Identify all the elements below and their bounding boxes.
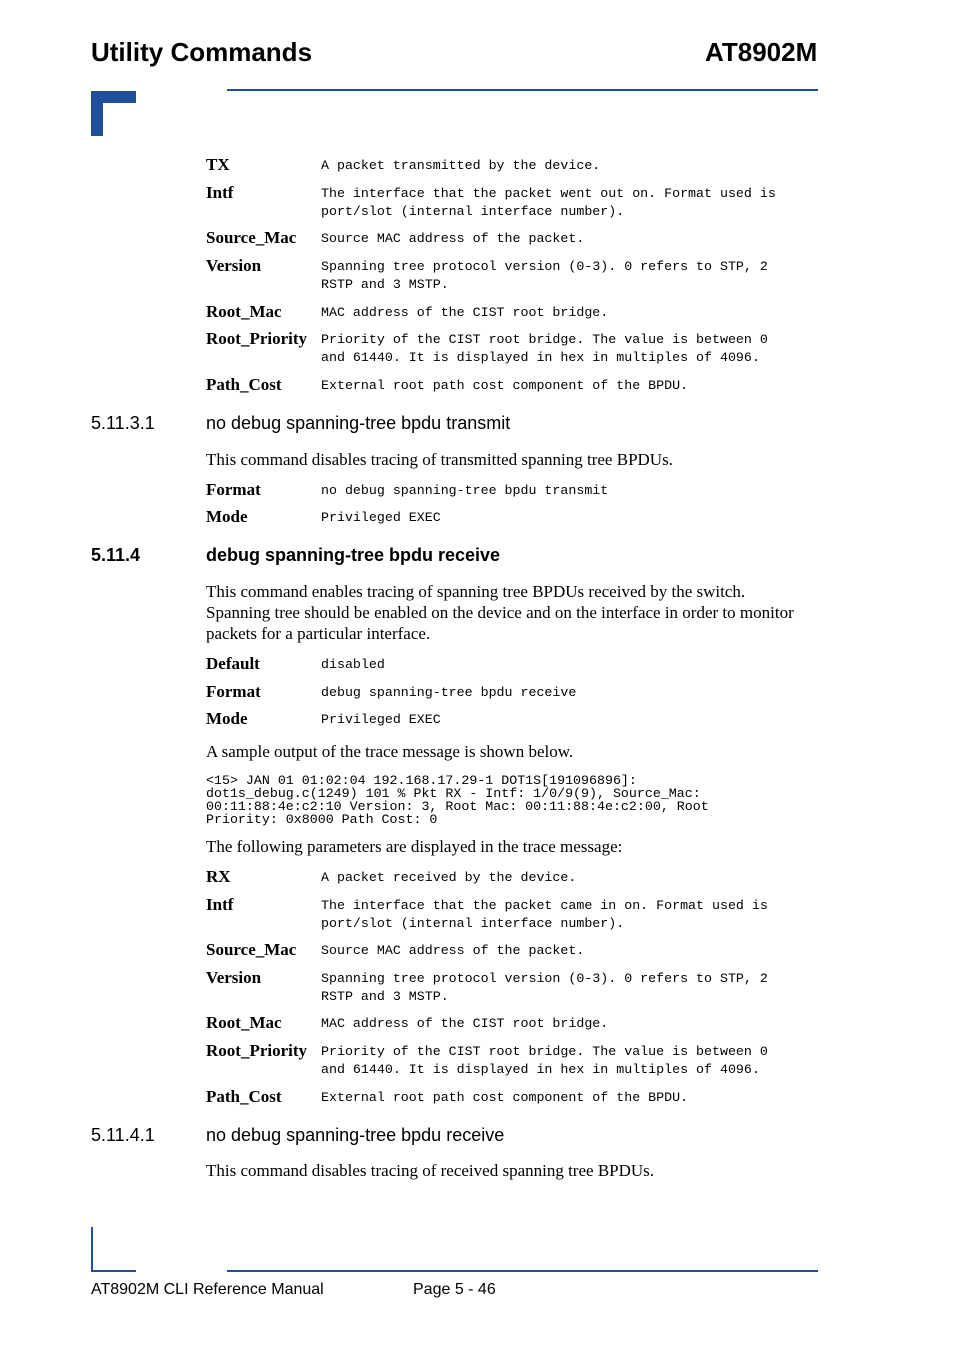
section-paragraph: This command enables tracing of spanning tree BPDUs received by the switch. Spanning tree should be enabled on the device and on the interface in order to monitor packets for a particular interface. [206, 582, 794, 643]
param-term: Intf [206, 183, 234, 202]
param-term: Root_Mac [206, 302, 282, 321]
params-intro: The following parameters are displayed in the trace message: [206, 837, 623, 856]
format-term: Format [206, 682, 261, 701]
format-value: no debug spanning-tree bpdu transmit [321, 483, 609, 498]
mode-term: Mode [206, 709, 248, 728]
param-desc: The interface that the packet went out on. Format used is port/slot (internal interface number). [321, 186, 776, 219]
param-desc: Priority of the CIST root bridge. The value is between 0 and 61440. It is displayed in hex in multiples of 4096. [321, 1044, 768, 1077]
sample-trace-output: <15> JAN 01 01:02:04 192.168.17.29-1 DOT1S[191096896]: dot1s_debug.c(1249) 101 % Pkt RX - Intf: 1/0/9(9), Source_Mac: 00:11:88:4e:c2:10 Version: 3, Root Mac: 00:11:88:4e:c2:00, Root Priority: 0x8000 Path Cost: 0 [206, 773, 709, 827]
section-paragraph: This command disables tracing of received spanning tree BPDUs. [206, 1161, 655, 1180]
param-desc: A packet received by the device. [321, 870, 577, 885]
param-desc: Source MAC address of the packet. [321, 943, 585, 958]
footer-rule [227, 1270, 818, 1272]
param-desc: Source MAC address of the packet. [321, 231, 585, 246]
param-term: Source_Mac [206, 940, 297, 959]
section-title: no debug spanning-tree bpdu receive [206, 1125, 505, 1145]
footer-manual-title: AT8902M CLI Reference Manual [91, 1281, 324, 1298]
param-term: Version [206, 256, 262, 275]
footer-bracket [91, 1227, 93, 1272]
param-desc: A packet transmitted by the device. [321, 158, 601, 173]
param-term: TX [206, 155, 230, 174]
corner-logo-mark-vertical [91, 91, 103, 136]
mode-value: Privileged EXEC [321, 510, 441, 525]
default-term: Default [206, 654, 260, 673]
format-value: debug spanning-tree bpdu receive [321, 685, 577, 700]
section-number: 5.11.3.1 [91, 413, 155, 433]
header-product: AT8902M [705, 37, 818, 67]
param-desc: Spanning tree protocol version (0-3). 0 refers to STP, 2 RSTP and 3 MSTP. [321, 259, 768, 292]
param-term: Root_Priority [206, 329, 308, 348]
format-term: Format [206, 480, 261, 499]
section-number: 5.11.4.1 [91, 1125, 155, 1145]
param-desc: External root path cost component of the BPDU. [321, 378, 689, 393]
param-desc: The interface that the packet came in on. Format used is port/slot (internal interface number). [321, 898, 768, 931]
param-term: Path_Cost [206, 1087, 282, 1106]
section-title: no debug spanning-tree bpdu transmit [206, 413, 511, 433]
param-desc: Spanning tree protocol version (0-3). 0 refers to STP, 2 RSTP and 3 MSTP. [321, 971, 768, 1004]
param-desc: MAC address of the CIST root bridge. [321, 1016, 609, 1031]
param-desc: External root path cost component of the BPDU. [321, 1090, 689, 1105]
param-term: Source_Mac [206, 228, 297, 247]
footer-page-number: Page 5 - 46 [413, 1281, 496, 1298]
section-paragraph: This command disables tracing of transmitted spanning tree BPDUs. [206, 450, 673, 469]
param-term: RX [206, 867, 231, 886]
header-rule [227, 89, 818, 91]
param-term: Path_Cost [206, 375, 282, 394]
param-term: Root_Priority [206, 1041, 308, 1060]
footer-bracket-base [91, 1270, 136, 1272]
param-term: Root_Mac [206, 1013, 282, 1032]
sample-intro: A sample output of the trace message is shown below. [206, 742, 574, 761]
section-number: 5.11.4 [91, 545, 141, 565]
param-term: Intf [206, 895, 234, 914]
mode-term: Mode [206, 507, 248, 526]
default-value: disabled [321, 657, 385, 672]
param-desc: Priority of the CIST root bridge. The value is between 0 and 61440. It is displayed in hex in multiples of 4096. [321, 332, 768, 365]
param-term: Version [206, 968, 262, 987]
header-title: Utility Commands [91, 37, 313, 67]
mode-value: Privileged EXEC [321, 712, 441, 727]
param-desc: MAC address of the CIST root bridge. [321, 305, 609, 320]
section-title: debug spanning-tree bpdu receive [206, 545, 501, 565]
